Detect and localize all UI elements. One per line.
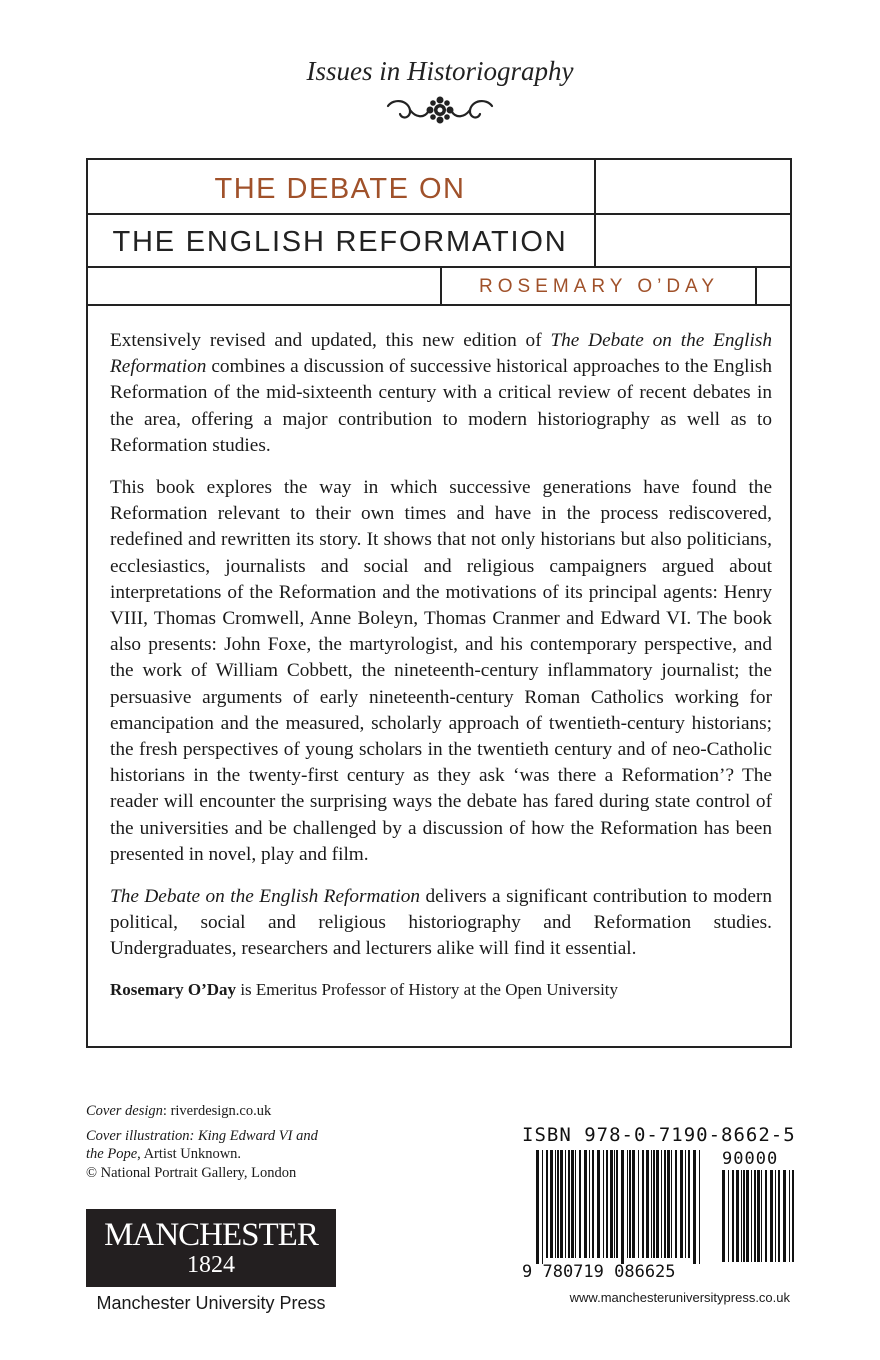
divider: [86, 213, 792, 215]
decorative-ornament-icon: [384, 96, 496, 126]
blurb-paragraph-2: This book explores the way in which successive generations have found the Reformation relevant to their own times and have in the process rediscovered, redefined and rewritten its story. It shows that not only historians but also politicians, ecclesiastics, journalists and social and religious campaigners argued about interpretations of the Reformation and the motivations of its principal agents: Henry VIII, Thomas Cromwell, Anne Boleyn, Thomas Cranmer and Edward VI. The book also presents: John Foxe, the martyrologist, and his contemporary perspective, and the work of William Cobbett, the nineteenth-century inflammatory journalist; the persuasive arguments of early nineteenth-century Roman Catholics working for emancipation and the measured, scholarly approach of twentieth-century historians; the fresh perspectives of young scholars in the twentieth century and of neo-Catholic historians in the twenty-first century as they ask ‘was there a Reformation’? The reader will encounter the surprising ways the debate has fared during state control of the universities and be challenged by a discussion of how the Reformation has been presented in novel, play and film.: [110, 477, 772, 865]
barcode-bar: [671, 1150, 672, 1258]
barcode-bar: [575, 1150, 576, 1258]
barcode-bar: [722, 1170, 725, 1262]
barcode-bar: [550, 1150, 553, 1258]
barcode-bar: [653, 1150, 655, 1258]
cover-credits: [86, 1102, 326, 1188]
barcode-bar: [597, 1150, 600, 1258]
barcode-bar: [661, 1150, 662, 1258]
barcode-bar: [542, 1150, 543, 1264]
barcode-bar: [699, 1150, 700, 1264]
barcode-bar: [579, 1150, 581, 1258]
barcode: [522, 1150, 796, 1280]
barcode-bar: [638, 1150, 639, 1258]
barcode-bar: [743, 1170, 745, 1262]
barcode-bar: [584, 1150, 587, 1258]
barcode-bar: [751, 1170, 752, 1262]
barcode-bar: [560, 1150, 563, 1258]
publisher-logo: [86, 1209, 336, 1287]
barcode-bar: [761, 1170, 762, 1262]
barcode-bar: [565, 1150, 566, 1258]
title-line-1: THE DEBATE ON: [214, 173, 466, 205]
publisher-logo-name: MANCHESTER: [104, 1217, 318, 1253]
barcode-bar: [757, 1170, 760, 1262]
barcode-bar: [770, 1170, 773, 1262]
barcode-bar: [693, 1150, 696, 1264]
author-name: ROSEMARY O’DAY: [479, 276, 719, 297]
divider: [86, 304, 792, 306]
barcode-bar: [789, 1170, 790, 1262]
author-bio-name: Rosemary O’Day: [110, 979, 237, 999]
barcode-bar: [646, 1150, 649, 1258]
barcode-bar: [792, 1170, 794, 1262]
barcode-bar: [614, 1150, 615, 1258]
barcode-number: 9 780719 086625: [522, 1262, 676, 1280]
barcode-bar: [627, 1150, 628, 1258]
barcode-bar: [688, 1150, 690, 1258]
barcode-bar: [667, 1150, 670, 1258]
title-line-2: THE ENGLISH REFORMATION: [112, 226, 568, 258]
barcode-bar: [664, 1150, 666, 1258]
isbn-text: ISBN 978-0-7190-8662-5: [522, 1124, 796, 1146]
barcode-bar: [775, 1170, 776, 1262]
barcode-bar: [765, 1170, 767, 1262]
barcode-bar: [546, 1150, 548, 1258]
barcode-bar: [656, 1150, 659, 1258]
illustration-credit: Cover illustration: King Edward VI and the Pope, Artist Unknown.: [86, 1127, 318, 1162]
barcode-bar: [589, 1150, 590, 1258]
divider: [86, 266, 792, 268]
barcode-bar: [778, 1170, 780, 1262]
author-bio: Rosemary O’Day is Emeritus Professor of History at the Open University: [110, 979, 619, 999]
book-title-italic: The Debate on the English Reformation: [110, 330, 773, 378]
barcode-bar: [616, 1150, 618, 1258]
price-code: 90000: [722, 1150, 779, 1169]
blurb-text: [110, 328, 772, 1017]
barcode-bar: [571, 1150, 574, 1258]
book-title-italic: The Debate on the English Reformation: [110, 886, 421, 908]
barcode-bar: [728, 1170, 729, 1262]
barcode-bar: [741, 1170, 742, 1262]
barcode-bar: [610, 1150, 613, 1258]
barcode-bar: [555, 1150, 556, 1258]
barcode-bar: [592, 1150, 594, 1258]
barcode-bar: [783, 1170, 786, 1262]
barcode-bar: [536, 1150, 539, 1264]
barcode-bar: [568, 1150, 570, 1258]
barcode-bar: [732, 1170, 734, 1262]
barcode-bar: [642, 1150, 644, 1258]
barcode-bar: [736, 1170, 739, 1262]
barcode-bar: [675, 1150, 677, 1258]
blurb-paragraph-3: The Debate on the English Reformation delivers a significant contribution to modern political, social and religious historiography and Reformation studies. Undergraduates, researchers and lecturers alike will find it essential.: [110, 886, 772, 960]
barcode-bar: [621, 1150, 624, 1264]
design-credit: Cover design: riverdesign.co.uk: [86, 1103, 272, 1119]
barcode-bar: [603, 1150, 604, 1258]
blurb-paragraph-1: Extensively revised and updated, this new edition of The Debate on the English Reformation combines a discussion of successive historical approaches to the English Reformation of the mid-sixteenth century with a critical review of recent debates in the area, offering a major contribution to modern historiography as well as to Reformation studies.: [110, 330, 773, 456]
barcode-bar: [629, 1150, 631, 1258]
series-title: Issues in Historiography: [306, 56, 574, 86]
barcode-main-bars: [536, 1150, 700, 1264]
barcode-addon-bars: [722, 1170, 794, 1262]
barcode-bar: [606, 1150, 608, 1258]
barcode-bar: [651, 1150, 652, 1258]
publisher-logo-year: 1824: [187, 1252, 235, 1278]
barcode-bar: [754, 1170, 756, 1262]
publisher-name: Manchester University Press: [96, 1293, 326, 1313]
publisher-website: www.manchesteruniversitypress.co.uk: [569, 1290, 790, 1305]
barcode-bar: [632, 1150, 635, 1258]
divider: [594, 158, 596, 268]
barcode-bar: [685, 1150, 686, 1258]
barcode-bar: [746, 1170, 749, 1262]
copyright-credit: © National Portrait Gallery, London: [86, 1164, 297, 1181]
barcode-bar: [557, 1150, 559, 1258]
barcode-bar: [680, 1150, 683, 1258]
